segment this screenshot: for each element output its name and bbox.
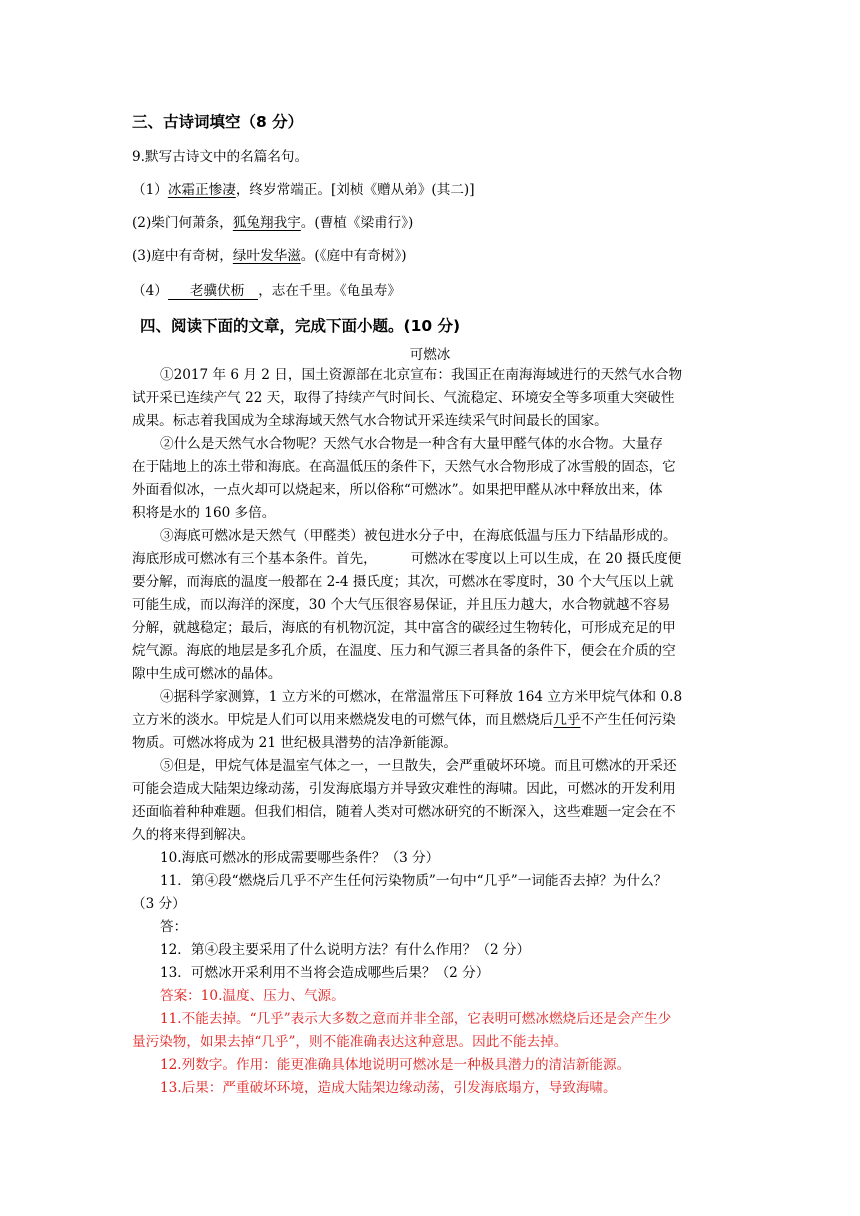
article-line: 外面看似冰，一点火却可以烧起来，所以俗称“可燃冰”。如果把甲醛从冰中释放出来，体	[132, 482, 663, 498]
poem-item-number: (3)庭中有奇树，	[132, 248, 233, 264]
article-line: 物质。可燃冰将成为 21 世纪极具潜势的洁净新能源。	[132, 735, 458, 751]
question-10: 10.海底可燃冰的形成需要哪些条件？（3 分）	[160, 850, 440, 866]
article-line: ⑤但是，甲烷气体是温室气体之一，一旦散失，会严重破坏环境。而且可燃冰的开采还	[160, 758, 677, 774]
poem-item-2	[132, 214, 413, 232]
question-9-prompt: 9.默写古诗文中的名篇名句。	[132, 149, 309, 165]
article-line: 可能生成，而以海洋的深度，30 个大气压很容易保证，并且压力越大，水合物就越不容易	[132, 597, 671, 613]
article-line: 积将是水的 160 多倍。	[132, 505, 276, 521]
article-line: ④据科学家测算，1 立方米的可燃冰，在常温常压下可释放 164 立方米甲烷气体和 0.8	[160, 689, 683, 705]
poem-item-4	[132, 282, 401, 300]
answer-label: 答：	[160, 919, 188, 935]
article-line-part: 立方米的淡水。甲烷是人们可以用来燃烧发电的可燃气体，而且燃烧后	[132, 712, 554, 728]
question-12: 12．第④段主要采用了什么说明方法？有什么作用？（2 分）	[160, 942, 531, 958]
section-4-title: 四、阅读下面的文章，完成下面小题。(10 分)	[140, 317, 461, 335]
poem-item-number: （1）	[132, 182, 168, 198]
article-line: 在于陆地上的冻土带和海底。在高温低压的条件下，天然气水合物形成了冰雪般的固态，它	[132, 459, 676, 475]
poem-item-rest: 。(曹植《梁甫行》)	[300, 215, 414, 231]
poem-answer: 老骥伏枥	[168, 283, 258, 300]
poem-item-number: （4）	[132, 283, 168, 299]
question-13: 13．可燃冰开采利用不当将会造成哪些后果？（2 分）	[160, 965, 490, 981]
article-line: 要分解，而海底的温度一般都在 2-4 摄氏度；其次，可燃冰在零度时，30 个大气压以上就	[132, 574, 674, 590]
article-line: 烷气源。海底的地层是多孔介质，在温度、压力和气源三者具备的条件下，便会在介质的空	[132, 643, 676, 659]
article-line: 久的将来得到解决。	[132, 827, 255, 843]
answer-11-cont: 量污染物，如果去掉“几乎”，则不能准确表达这种意思。因此不能去掉。	[132, 1034, 568, 1050]
answer-13: 13.后果：严重破坏环境，造成大陆架边缘动荡，引发海底塌方，导致海啸。	[160, 1080, 617, 1096]
underlined-word: 几乎	[553, 712, 581, 728]
answer-10: 答案：10.温度、压力、气源。	[160, 988, 345, 1004]
article-line: 可能会造成大陆架边缘动荡，引发海底塌方并导致灾难性的海啸。因此，可燃冰的开发利用	[132, 781, 676, 797]
article-line: 还面临着种种难题。但我们相信，随着人类对可燃冰研究的不断深入，这些难题一定会在不	[132, 804, 676, 820]
question-11: 11．第④段“燃烧后几乎不产生任何污染物质”一句中“几乎”一词能否去掉？为什么？	[160, 873, 668, 889]
poem-item-number: (2)柴门何萧条，	[132, 215, 233, 231]
poem-answer: 绿叶发华滋	[232, 248, 301, 264]
article-line: ②什么是天然气水合物呢？天然气水合物是一种含有大量甲醛气体的水合物。大量存	[160, 436, 663, 452]
poem-item-3	[132, 247, 407, 265]
article-line: 隙中生成可燃冰的晶体。	[132, 666, 282, 682]
answer-12: 12.列数字。作用：能更准确具体地说明可燃冰是一种极具潜力的清洁新能源。	[160, 1057, 631, 1073]
section-3-title: 三、古诗词填空（8 分）	[132, 113, 304, 131]
article-line: ①2017 年 6 月 2 日，国土资源部在北京宣布：我国正在南海海域进行的天然气水合物	[160, 367, 683, 383]
article-line: 试开采已连续产气 22 天，取得了持续产气时间长、气流稳定、环境安全等多项重大突破性	[132, 390, 675, 406]
article-line	[132, 711, 676, 729]
poem-answer: 狐兔翔我宇	[232, 215, 301, 231]
article-title: 可燃冰	[409, 347, 451, 363]
article-line-part: 不产生任何污染	[580, 712, 676, 728]
answer-11: 11.不能去掉。“几乎”表示大多数之意而并非全部，它表明可燃冰燃烧后还是会产生少	[160, 1011, 672, 1027]
poem-item-rest: 。(《庭中有奇树》)	[300, 248, 407, 264]
question-11-points: （3 分）	[132, 896, 186, 912]
article-line: 成果。标志着我国成为全球海域天然气水合物试开采连续采气时间最长的国家。	[132, 413, 608, 429]
poem-item-rest: ，终岁常端正。[刘桢《赠从弟》(其二)]	[235, 182, 475, 198]
article-line	[132, 550, 681, 568]
poem-item-rest: ，志在千里。《龟虽寿》	[258, 283, 401, 299]
article-line-part: 海底形成可燃冰有三个基本条件。首先，	[132, 551, 377, 567]
article-line: 分解，就越稳定；最后，海底的有机物沉淀，其中富含的碳经过生物转化，可形成充足的甲	[132, 620, 676, 636]
poem-answer: 冰霜正惨凄	[167, 182, 236, 198]
article-line-part: 可燃冰在零度以上可以生成，在 20 摄氏度便	[410, 551, 682, 567]
poem-item-1	[132, 181, 475, 199]
article-line: ③海底可燃冰是天然气（甲醛类）被包进水分子中，在海底低温与压力下结晶形成的。	[160, 528, 677, 544]
